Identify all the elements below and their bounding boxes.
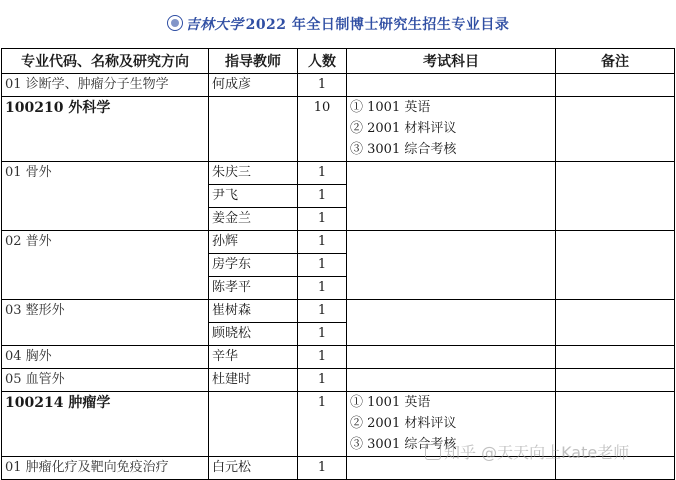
remarks-cell xyxy=(556,369,675,392)
count-cell: 1 xyxy=(298,162,347,185)
advisor-cell xyxy=(209,97,298,162)
exam-cell xyxy=(347,74,556,97)
advisor-cell: 朱庆三 xyxy=(209,162,298,185)
header-direction: 专业代码、名称及研究方向 xyxy=(2,49,209,74)
title-text: 2022 年全日制博士研究生招生专业目录 xyxy=(245,17,510,33)
count-cell: 1 xyxy=(298,323,347,346)
header-row xyxy=(2,49,675,74)
remarks-cell xyxy=(556,346,675,369)
count-cell: 1 xyxy=(298,300,347,323)
exam-cell xyxy=(347,346,556,369)
exam-item: ① 1001 英语 xyxy=(350,100,431,115)
direction-cell: 01 诊断学、肿瘤分子生物学 xyxy=(2,74,209,97)
remarks-cell xyxy=(556,97,675,162)
direction-cell: 02 普外 xyxy=(2,231,209,300)
brand-name: 吉林大学 xyxy=(185,17,244,33)
exam-cell xyxy=(347,300,556,346)
advisor-cell: 孙辉 xyxy=(209,231,298,254)
exam-cell xyxy=(347,369,556,392)
exam-cell xyxy=(347,231,556,300)
major-cell: 100214 肿瘤学 xyxy=(2,392,209,457)
remarks-cell xyxy=(556,162,675,231)
count-cell: 1 xyxy=(298,208,347,231)
count-cell: 1 xyxy=(298,369,347,392)
advisor-cell: 陈孝平 xyxy=(209,277,298,300)
count-cell: 1 xyxy=(298,346,347,369)
zhihu-logo-icon xyxy=(425,444,441,460)
count-cell: 1 xyxy=(298,254,347,277)
table-row xyxy=(2,346,675,369)
header-count: 人数 xyxy=(298,49,347,74)
header-exam: 考试科目 xyxy=(347,49,556,74)
watermark xyxy=(425,440,629,463)
watermark-text: 知乎 @天天向上Kate老师 xyxy=(444,443,630,462)
remarks-cell xyxy=(556,74,675,97)
remarks-cell xyxy=(556,231,675,300)
advisor-cell xyxy=(209,392,298,457)
advisor-cell: 崔树森 xyxy=(209,300,298,323)
exam-cell xyxy=(347,97,556,162)
major-cell: 100210 外科学 xyxy=(2,97,209,162)
table-row xyxy=(2,162,675,185)
exam-cell xyxy=(347,162,556,231)
direction-cell: 01 骨外 xyxy=(2,162,209,231)
advisor-cell: 杜建时 xyxy=(209,369,298,392)
header-advisor: 指导教师 xyxy=(209,49,298,74)
count-cell: 1 xyxy=(298,457,347,480)
exam-item: ② 2001 材料评议 xyxy=(350,416,457,431)
catalog-table xyxy=(1,48,675,480)
university-seal-icon xyxy=(167,15,183,31)
document-title xyxy=(0,14,676,34)
advisor-cell: 辛华 xyxy=(209,346,298,369)
count-cell: 1 xyxy=(298,231,347,254)
exam-item: ③ 3001 综合考核 xyxy=(350,142,457,157)
count-cell: 1 xyxy=(298,185,347,208)
count-cell: 1 xyxy=(298,392,347,457)
direction-cell: 04 胸外 xyxy=(2,346,209,369)
direction-cell: 01 肿瘤化疗及靶向免疫治疗 xyxy=(2,457,209,480)
direction-cell: 05 血管外 xyxy=(2,369,209,392)
advisor-cell: 白元松 xyxy=(209,457,298,480)
header-remarks: 备注 xyxy=(556,49,675,74)
direction-cell: 03 整形外 xyxy=(2,300,209,346)
count-cell: 10 xyxy=(298,97,347,162)
advisor-cell: 姜金兰 xyxy=(209,208,298,231)
table-row xyxy=(2,231,675,254)
advisor-cell: 房学东 xyxy=(209,254,298,277)
major-row xyxy=(2,97,675,162)
count-cell: 1 xyxy=(298,74,347,97)
table-row xyxy=(2,74,675,97)
advisor-cell: 何成彦 xyxy=(209,74,298,97)
exam-item: ② 2001 材料评议 xyxy=(350,121,457,136)
advisor-cell: 顾晓松 xyxy=(209,323,298,346)
exam-item: ① 1001 英语 xyxy=(350,395,431,410)
advisor-cell: 尹飞 xyxy=(209,185,298,208)
table-row xyxy=(2,369,675,392)
count-cell: 1 xyxy=(298,277,347,300)
table-row xyxy=(2,300,675,323)
exam-item: ③ 3001 综合考核 xyxy=(350,437,457,452)
remarks-cell xyxy=(556,300,675,346)
